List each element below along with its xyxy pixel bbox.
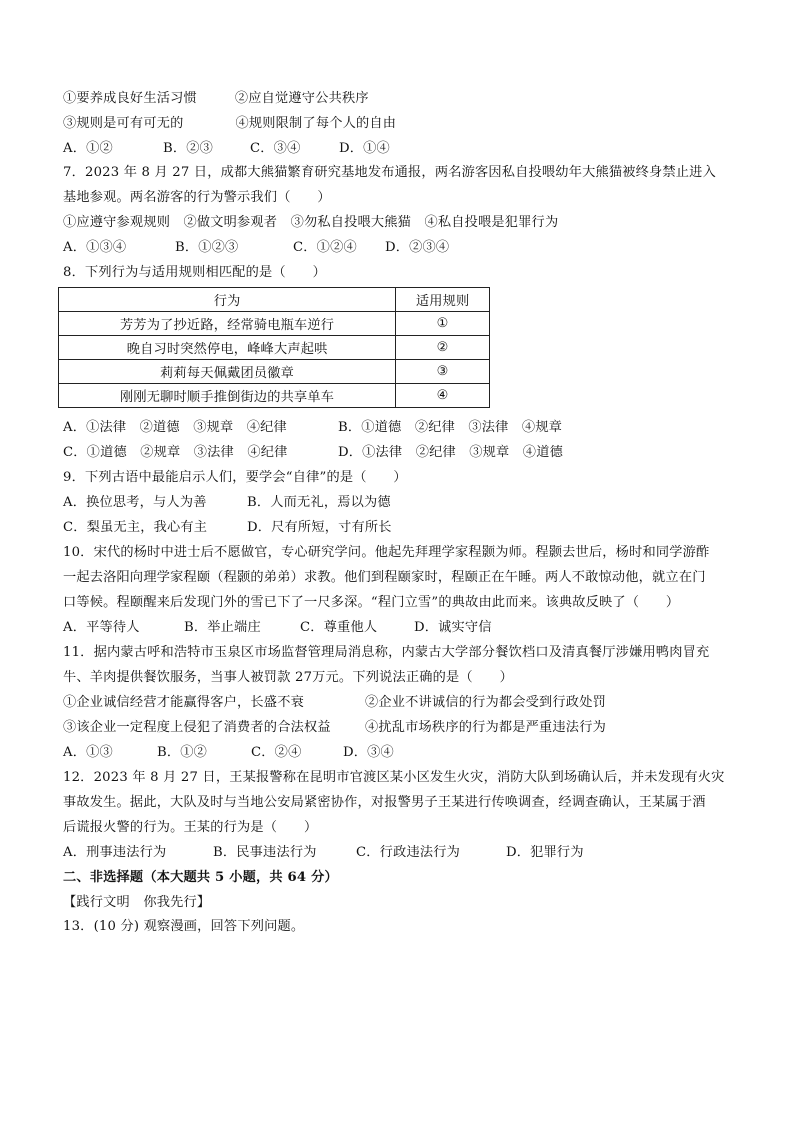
q7-choice-a: A．①③④ xyxy=(63,240,127,255)
q10-choice-b: B．举止端庄 xyxy=(184,620,261,635)
q12-choice-d: D．犯罪行为 xyxy=(506,845,584,860)
q10-stem-line1: 10．宋代的杨时中进士后不愿做官，专心研究学问。他起先拜理学家程颢为师。程颢去世后，杨时和同学游酢 xyxy=(63,545,710,560)
q11-opt1: ①企业诚信经营才能赢得客户，长盛不衰 xyxy=(63,695,304,710)
q11-stem-line2: 牛、羊肉提供餐饮服务，当事人被罚款 27万元。下列说法正确的是（ ） xyxy=(63,670,513,685)
q10-choices xyxy=(63,619,492,637)
q6-opt4: ④规则限制了每个人的自由 xyxy=(235,116,397,131)
q8-choices-row2 xyxy=(63,444,563,462)
table-cell-rule: ④ xyxy=(396,384,490,408)
q7-stem-line1: 7．2023 年 8 月 27 日，成都大熊猫繁育研究基地发布通报，两名游客因私自投喂幼年大熊猫被终身禁止进入 xyxy=(63,165,716,180)
q12-choice-c: C．行政违法行为 xyxy=(356,845,461,860)
q8-choice-c: C．①道德 ②规章 ③法律 ④纪律 xyxy=(63,445,288,460)
q12-stem-line2: 事故发生。据此，大队及时与当地公安局紧密协作，对报警男子王某进行传唤调查，经调查确认，王某属于酒 xyxy=(63,795,706,810)
q9-stem: 9．下列古语中最能启示人们，要学会“自律”的是（ ） xyxy=(63,470,407,485)
section2-subheading: 【践行文明 你我先行】 xyxy=(63,895,211,910)
q7-stem-line2: 基地参观。两名游客的行为警示我们（ ） xyxy=(63,190,331,205)
q11-choice-d: D．③④ xyxy=(343,745,394,760)
q12-choice-b: B．民事违法行为 xyxy=(213,845,317,860)
q6-choice-b: B．②③ xyxy=(163,141,214,156)
q11-choice-a: A．①③ xyxy=(63,745,113,760)
q8-choice-b: B．①道德 ②纪律 ③法律 ④规章 xyxy=(338,420,563,435)
table-cell-behavior: 莉莉每天佩戴团员徽章 xyxy=(59,360,396,384)
q12-stem-line1: 12．2023 年 8 月 27 日，王某报警称在昆明市官渡区某小区发生火灾，消防大队到场确认后，并未发现有火灾 xyxy=(63,770,725,785)
q12-choices xyxy=(63,844,584,862)
q6-choice-c: C．③④ xyxy=(250,141,301,156)
q9-choices-row2 xyxy=(63,519,392,537)
table-row xyxy=(59,312,490,336)
table-cell-behavior: 刚刚无聊时顺手推倒街边的共享单车 xyxy=(59,384,396,408)
table-row xyxy=(59,336,490,360)
table-header-row xyxy=(59,288,490,312)
table-row xyxy=(59,360,490,384)
q6-options-row2 xyxy=(63,115,396,133)
q12-stem-line3: 后谎报火警的行为。王某的行为是（ ） xyxy=(63,820,318,835)
q7-choice-b: B．①②③ xyxy=(175,240,239,255)
q6-opt1: ①要养成良好生活习惯 xyxy=(63,91,197,106)
q9-choice-c: C．梨虽无主，我心有主 xyxy=(63,520,208,535)
q8-stem: 8．下列行为与适用规则相匹配的是（ ） xyxy=(63,265,326,280)
q10-choice-c: C．尊重他人 xyxy=(300,620,378,635)
q11-stem-line1: 11．据内蒙古呼和浩特市玉泉区市场监督管理局消息称，内蒙古大学部分餐饮档口及清真餐厅涉嫌用鸭肉冒充 xyxy=(63,645,710,660)
q7-choice-d: D．②③④ xyxy=(385,240,450,255)
q8-choices-row1 xyxy=(63,419,562,437)
q10-stem-line3: 口等候。程颐醒来后发现门外的雪已下了一尺多深。“程门立雪”的典故由此而来。该典故反映了（ ） xyxy=(63,595,680,610)
q6-choices xyxy=(63,140,390,158)
q6-options-row1 xyxy=(63,90,369,108)
q11-opt4: ④扰乱市场秩序的行为都是严重违法行为 xyxy=(365,720,606,735)
q10-choice-a: A．平等待人 xyxy=(63,620,140,635)
q6-opt2: ②应自觉遵守公共秩序 xyxy=(234,91,369,106)
table-cell-behavior: 晚自习时突然停电，峰峰大声起哄 xyxy=(59,336,396,360)
table-header-rule: 适用规则 xyxy=(396,288,490,312)
table-row xyxy=(59,384,490,408)
q11-choices xyxy=(63,744,394,762)
q7-options: ①应遵守参观规则 ②做文明参观者 ③勿私自投喂大熊猫 ④私自投喂是犯罪行为 xyxy=(63,215,559,230)
q9-choice-a: A．换位思考，与人为善 xyxy=(63,495,207,510)
table-cell-rule: ② xyxy=(396,336,490,360)
q6-opt3: ③规则是可有可无的 xyxy=(63,116,184,131)
q11-opt3: ③该企业一定程度上侵犯了消费者的合法权益 xyxy=(63,720,331,735)
q6-choice-a: A．①② xyxy=(63,141,113,156)
q11-options-row1 xyxy=(63,694,606,712)
q8-choice-d: D．①法律 ②纪律 ③规章 ④道德 xyxy=(338,445,563,460)
q9-choice-b: B．人而无礼，焉以为德 xyxy=(247,495,391,510)
q11-opt2: ②企业不讲诚信的行为都会受到行政处罚 xyxy=(365,695,606,710)
q11-options-row2 xyxy=(63,719,606,737)
q8-choice-a: A．①法律 ②道德 ③规章 ④纪律 xyxy=(63,420,287,435)
q12-choice-a: A．刑事违法行为 xyxy=(63,845,167,860)
q10-choice-d: D．诚实守信 xyxy=(414,620,492,635)
section2-heading: 二、非选择题（本大题共 5 小题，共 64 分） xyxy=(63,870,338,885)
q7-choice-c: C．①②④ xyxy=(293,240,357,255)
q11-choice-b: B．①② xyxy=(157,745,208,760)
q9-choice-d: D．尺有所短，寸有所长 xyxy=(247,520,392,535)
q13-stem: 13．(10 分) 观察漫画，回答下列问题。 xyxy=(63,919,305,934)
q7-choices xyxy=(63,239,449,257)
q6-choice-d: D．①④ xyxy=(339,141,390,156)
table-header-behavior: 行为 xyxy=(59,288,396,312)
q8-table xyxy=(58,287,490,408)
table-cell-rule: ③ xyxy=(396,360,490,384)
table-cell-rule: ① xyxy=(396,312,490,336)
q10-stem-line2: 一起去洛阳向理学家程颐（程颢的弟弟）求教。他们到程颐家时，程颐正在午睡。两人不敢惊动他，就立在门 xyxy=(63,570,706,585)
q9-choices-row1 xyxy=(63,494,391,512)
table-cell-behavior: 芳芳为了抄近路，经常骑电瓶车逆行 xyxy=(59,312,396,336)
q11-choice-c: C．②④ xyxy=(251,745,302,760)
